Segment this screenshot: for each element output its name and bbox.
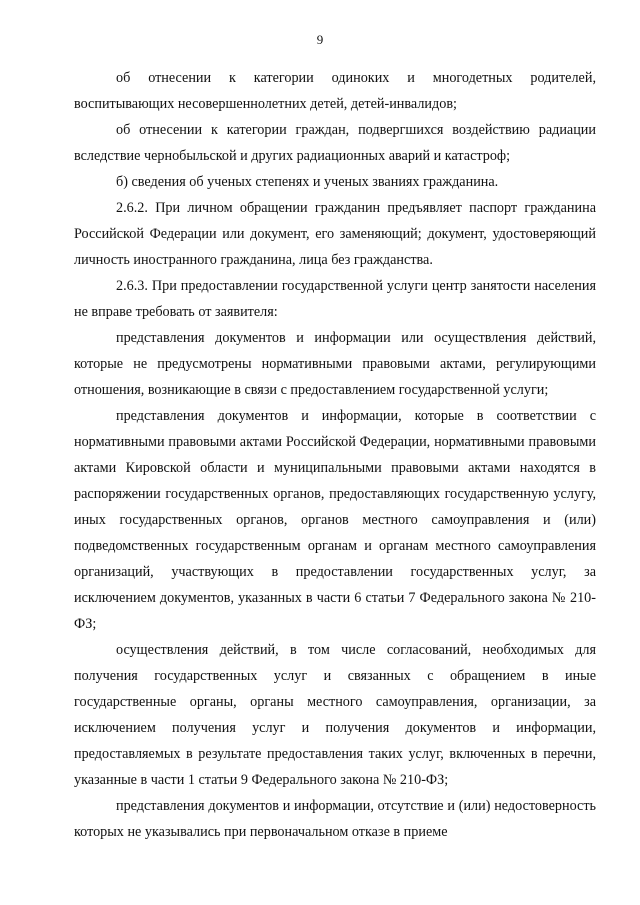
- paragraph-approvals-other-bodies: осуществления действий, в том числе согласований, необходимых для получения государственных услуг и связанных с обращением в иные государственные органы, органы местного самоуправления, организации, за исключением получения услуг и получения документов и информации, предоставляемых в результате предоставления таких услуг, включенных в перечни, указанные в части 1 статьи 9 Федерального закона № 210-ФЗ;: [74, 642, 596, 788]
- paragraph-single-multichild-parents: об отнесении к категории одиноких и многодетных родителей, воспитывающих несовершеннолетних детей, детей-инвалидов;: [74, 70, 596, 112]
- paragraph-2-6-2: 2.6.2. При личном обращении гражданин предъявляет паспорт гражданина Российской Федерации или документ, его заменяющий; документ, удостоверяющий личность иностранного гражданина, лица без гражданства.: [74, 200, 596, 268]
- page-number: 9: [316, 32, 324, 47]
- paragraph-initial-refusal: представления документов и информации, отсутствие и (или) недостоверность которых не указывались при первоначальном отказе в приеме: [74, 798, 596, 840]
- paragraph-radiation-category: об отнесении к категории граждан, подвергшихся воздействию радиации вследствие чернобыльской и других радиационных аварий и катастроф;: [74, 122, 596, 164]
- paragraph-documents-held-by-authorities: представления документов и информации, которые в соответствии с нормативными правовыми актами Российской Федерации, нормативными правовыми актами Кировской области и муниципальными правовыми актами находятся в распоряжении государственных органов, предоставляющих государственную услугу, иных государственных органов, органов местного самоуправления и (или) подведомственных государственным органам и органам местного самоуправления организаций, участвующих в предоставлении государственных услуг, за исключением документов, указанных в части 6 статьи 7 Федерального закона № 210-ФЗ;: [74, 408, 596, 632]
- paragraph-2-6-3: 2.6.3. При предоставлении государственной услуги центр занятости населения не вправе требовать от заявителя:: [74, 278, 596, 320]
- paragraph-no-unregulated-actions: представления документов и информации или осуществления действий, которые не предусмотрены нормативными правовыми актами, регулирующими отношения, возникающие в связи с предоставлением государственной услуги;: [74, 330, 596, 398]
- document-body: [74, 65, 596, 845]
- paragraph-academic-degrees: б) сведения об ученых степенях и ученых званиях гражданина.: [116, 174, 499, 190]
